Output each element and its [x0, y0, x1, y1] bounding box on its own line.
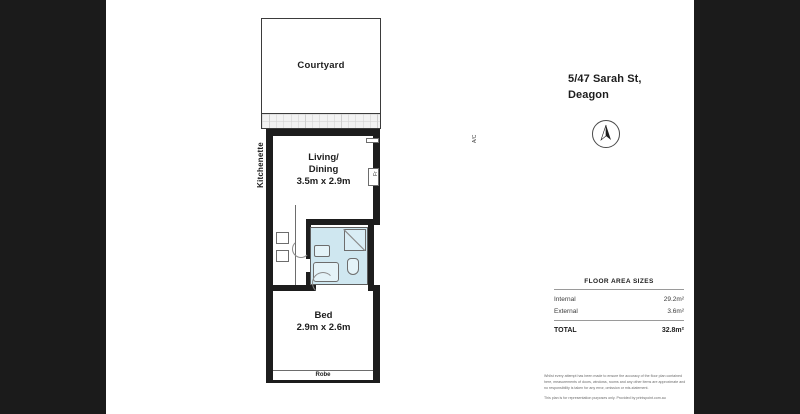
wall-right-lower — [373, 285, 380, 383]
living-dining-name-line2: Dining — [308, 163, 339, 175]
living-dining-name-line1: Living/ — [308, 152, 339, 163]
robe-label: Robe — [315, 372, 331, 378]
wall-left-lower — [266, 285, 273, 383]
floor-plan-drawing — [106, 0, 478, 414]
area-row-label: External — [554, 308, 578, 315]
address-line-2: Deagon — [568, 88, 609, 101]
disclaimer-line-2: This plan is for representation purposes only. Provided by printspoint.com.au — [544, 395, 666, 400]
bedroom-dimensions: 2.9m x 2.6m — [296, 321, 351, 333]
wall-kitchen-divider — [266, 205, 270, 208]
kitchenette-label: Kitchenette — [256, 142, 265, 188]
fridge-label: Fr — [373, 171, 379, 176]
air-conditioner-symbol — [366, 138, 379, 143]
area-row — [554, 308, 684, 315]
disclaimer-line-1: Whilst every attempt has been made to ensure the accuracy of the floor plan contained here, measurements of doors, windows, rooms and any other items are approximate and no responsibility is taken for any error, omission or mis-statement. — [544, 374, 686, 390]
shower-symbol — [344, 229, 366, 251]
cooktop-symbol — [276, 250, 289, 262]
area-row — [554, 296, 684, 303]
robe-line — [273, 370, 373, 371]
living-dining-dimensions: 3.5m x 2.9m — [296, 175, 351, 187]
area-row-value: 29.2m² — [663, 296, 684, 303]
toilet-symbol — [347, 258, 359, 275]
info-column — [436, 0, 694, 414]
disclaimer — [544, 374, 690, 402]
property-address — [568, 72, 642, 104]
paving-strip — [261, 113, 381, 129]
compass-icon — [592, 120, 620, 148]
bedroom-label — [266, 310, 381, 334]
compass-ring — [592, 120, 620, 148]
courtyard-label: Courtyard — [297, 60, 345, 71]
wall-top — [266, 129, 380, 136]
area-total-value: 32.8m² — [661, 327, 684, 334]
air-conditioner-label: A/C — [472, 134, 478, 143]
bedroom-name: Bed — [314, 310, 333, 321]
floor-area-block — [554, 278, 684, 334]
bathroom-door-arc — [292, 240, 310, 258]
area-total-label: TOTAL — [554, 327, 577, 334]
basin-symbol — [314, 245, 330, 257]
sink-symbol — [276, 232, 289, 244]
address-line-1: 5/47 Sarah St, — [568, 73, 642, 85]
wall-bath-right — [368, 219, 374, 291]
living-dining-label — [266, 152, 381, 188]
area-row-value: 3.6m² — [667, 308, 684, 315]
area-row-label: Internal — [554, 296, 576, 303]
bedroom-door-arc — [312, 272, 334, 294]
area-total-row — [554, 320, 684, 334]
wall-bath-top — [306, 219, 374, 225]
floor-area-title: FLOOR AREA SIZES — [554, 278, 684, 290]
floor-plan-page — [106, 0, 694, 414]
bedroom — [273, 295, 373, 380]
